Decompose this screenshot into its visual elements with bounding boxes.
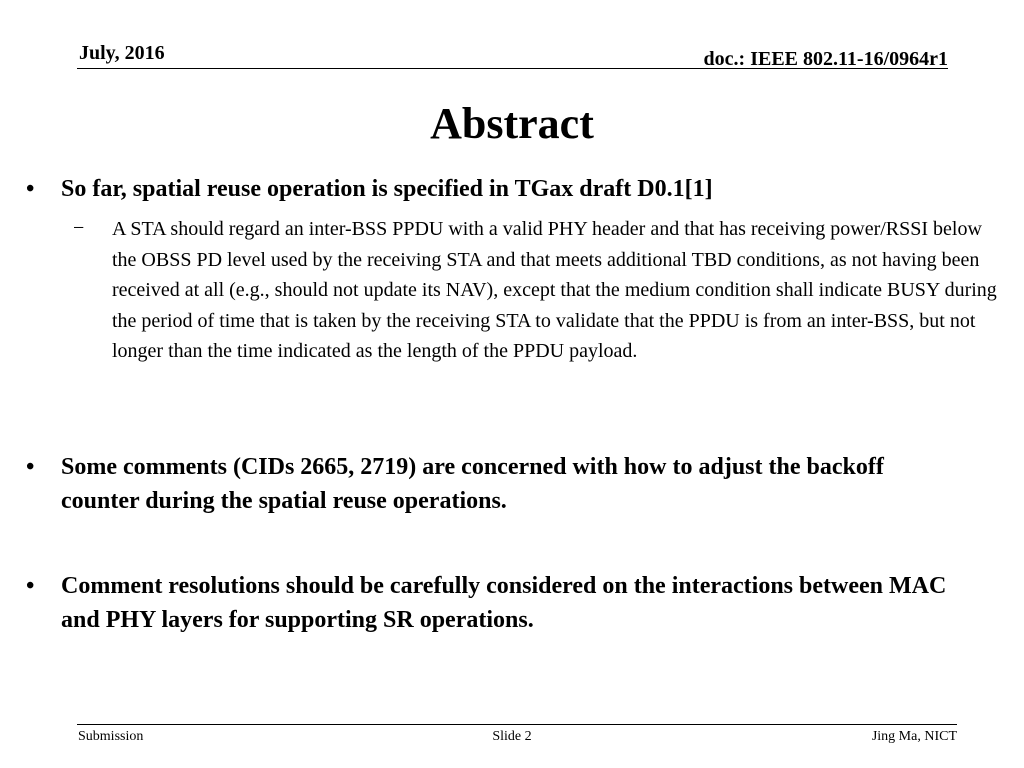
bullet-text: So far, spatial reuse operation is specified in TGax draft D0.1[1] <box>61 176 713 202</box>
footer-divider <box>77 724 957 725</box>
bullet-text: Some comments (CIDs 2665, 2719) are concerned with how to adjust the backoff counter during the spatial reuse operations. <box>61 454 884 514</box>
header-doc-id: doc.: IEEE 802.11-16/0964r1 <box>703 48 948 70</box>
header-divider <box>77 68 948 69</box>
footer-slide-number: Slide 2 <box>492 729 532 744</box>
slide-title: Abstract <box>430 99 594 148</box>
footer-submission: Submission <box>78 729 144 744</box>
header-date: July, 2016 <box>79 42 165 64</box>
sub-bullet-marker: − <box>73 217 85 239</box>
bullet-marker: • <box>26 454 35 480</box>
sub-bullet-text: A STA should regard an inter-BSS PPDU with a valid PHY header and that has receiving power/RSSI below the OBSS PD level used by the receiving STA and that meets additional TBD conditions, as not having been received at all (e.g., should not update its NAV), except that the medium condition shall indicate BUSY during the period of time that is taken by the receiving STA to validate that the PPDU is from an inter-BSS, but not longer than the time indicated as the length of the PPDU payload. <box>112 218 997 362</box>
bullet-text: Comment resolutions should be carefully considered on the interactions between MAC and PHY layers for supporting SR operations. <box>61 573 947 633</box>
footer-author: Jing Ma, NICT <box>871 729 957 744</box>
bullet-marker: • <box>26 176 35 202</box>
bullet-marker: • <box>26 573 35 599</box>
